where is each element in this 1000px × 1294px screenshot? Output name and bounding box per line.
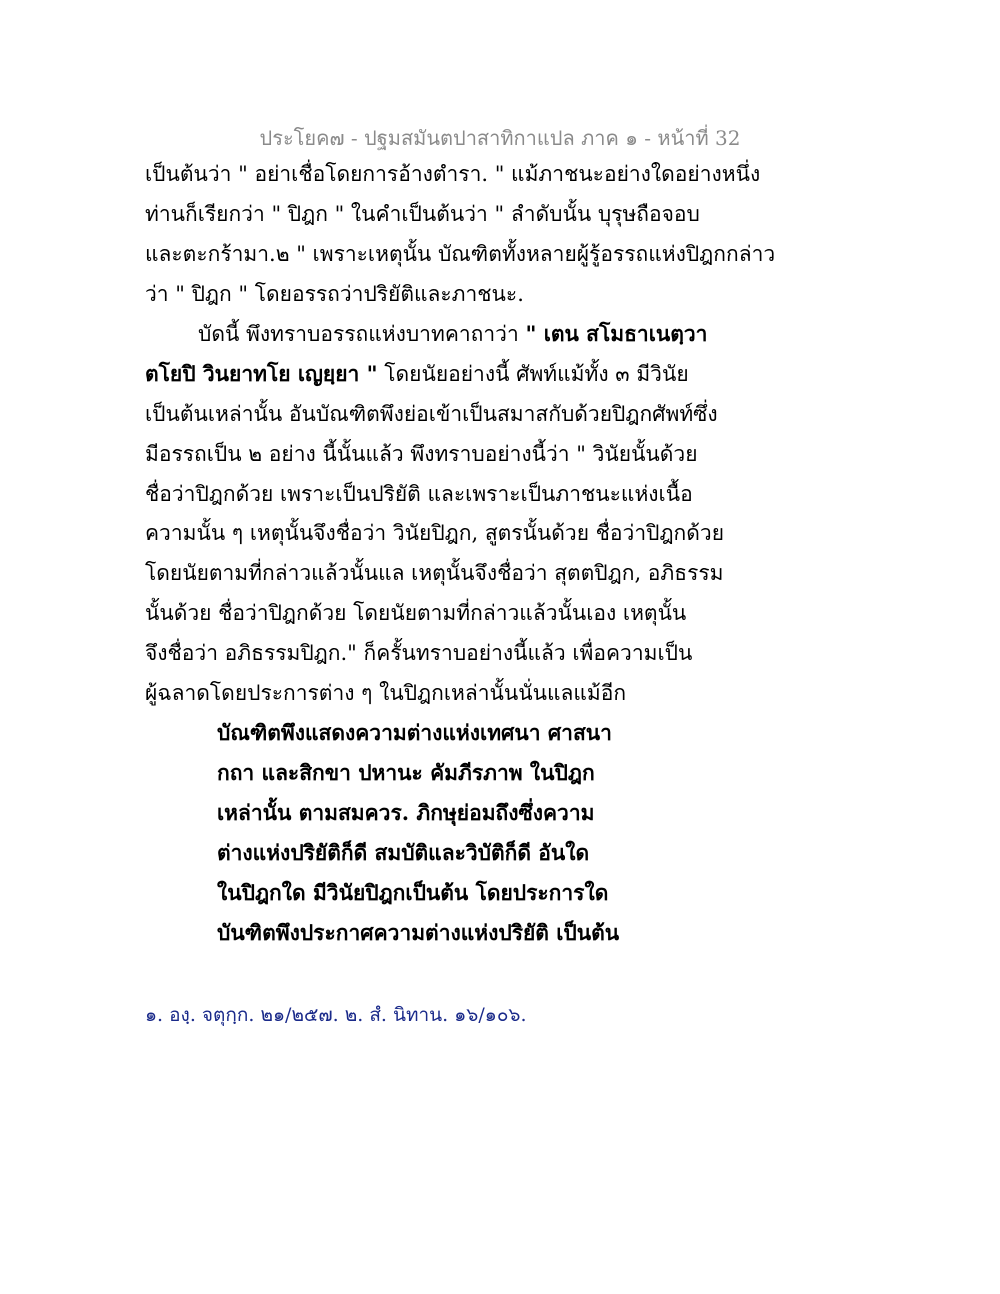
paragraph-line: และตะกร้ามา.๒ " เพราะเหตุนั้น บัณฑิตทั้งหลายผู้รู้อรรถแห่งปิฎกกล่าว [145, 242, 776, 266]
footnote: ๑. องฺ. จตุกฺก. ๒๑/๒๕๗. ๒. สํ. นิทาน. ๑๖/๑๐๖. [145, 1004, 527, 1026]
paragraph-line: เป็นต้นเหล่านั้น อันบัณฑิตพึงย่อเข้าเป็นสมาสกับด้วยปิฎกศัพท์ซึ่ง [145, 402, 718, 426]
pali-quote: " เตน สโมธาเนตฺวา [525, 321, 708, 346]
paragraph-line: ว่า " ปิฎก " โดยอรรถว่าปริยัติและภาชนะ. [145, 282, 524, 306]
verse-line: บัณฑิตพึงแสดงความต่างแห่งเทศนา ศาสนา [217, 720, 612, 745]
page-header: ประโยค๗ - ปฐมสมันตปาสาทิกาแปล ภาค ๑ - หน้าที่ 32 [259, 126, 741, 150]
verse-line: กถา และสิกขา ปหานะ คัมภีรภาพ ในปิฎก [217, 760, 595, 785]
verse-line: ต่างแห่งปริยัติก็ดี สมบัติและวิบัติก็ดี อันใด [217, 840, 590, 865]
verse-line: ในปิฎกใด มีวินัยปิฎกเป็นต้น โดยประการใด [217, 880, 609, 905]
paragraph-line: โดยนัยตามที่กล่าวแล้วนั้นแล เหตุนั้นจึงชื่อว่า สุตตปิฎก, อภิธรรม [145, 561, 724, 585]
paragraph-line: ความนั้น ๆ เหตุนั้นจึงชื่อว่า วินัยปิฎก, สูตรนั้นด้วย ชื่อว่าปิฎกด้วย [145, 521, 724, 545]
pali-quote: ตโยปิ วินยาทโย เญยฺยา " [145, 361, 378, 386]
paragraph-line: นั้นด้วย ชื่อว่าปิฎกด้วย โดยนัยตามที่กล่าวแล้วนั้นเอง เหตุนั้น [145, 601, 687, 625]
paragraph-line: ท่านก็เรียกว่า " ปิฎก " ในคำเป็นต้นว่า " ลำดับนั้น บุรุษถือจอบ [145, 202, 700, 226]
paragraph-line: จึงชื่อว่า อภิธรรมปิฎก." ก็ครั้นทราบอย่างนี้แล้ว เพื่อความเป็น [145, 641, 693, 665]
paragraph-line: มีอรรถเป็น ๒ อย่าง นี้นั้นแล้ว พึงทราบอย่างนี้ว่า " วินัยนั้นด้วย [145, 442, 698, 466]
paragraph-line [145, 360, 689, 388]
paragraph-line: เป็นต้นว่า " อย่าเชื่อโดยการอ้างตำรา. " แม้ภาชนะอย่างใดอย่างหนึ่ง [145, 162, 761, 186]
paragraph-text: โดยนัยอย่างนี้ ศัพท์แม้ทั้ง ๓ มีวินัย [377, 362, 689, 386]
paragraph-text: บัดนี้ พึงทราบอรรถแห่งบาทคาถาว่า [198, 322, 526, 346]
paragraph-line: ผู้ฉลาดโดยประการต่าง ๆ ในปิฎกเหล่านั้นนั่นแลแม้อีก [145, 681, 627, 705]
paragraph-line [198, 320, 707, 348]
verse-line: เหล่านั้น ตามสมควร. ภิกษุย่อมถึงซึ่งความ [217, 800, 595, 825]
verse-line: บันฑิตพึงประกาศความต่างแห่งปริยัติ เป็นต้น [217, 920, 620, 945]
paragraph-line: ชื่อว่าปิฎกด้วย เพราะเป็นปริยัติ และเพราะเป็นภาชนะแห่งเนื้อ [145, 482, 693, 506]
